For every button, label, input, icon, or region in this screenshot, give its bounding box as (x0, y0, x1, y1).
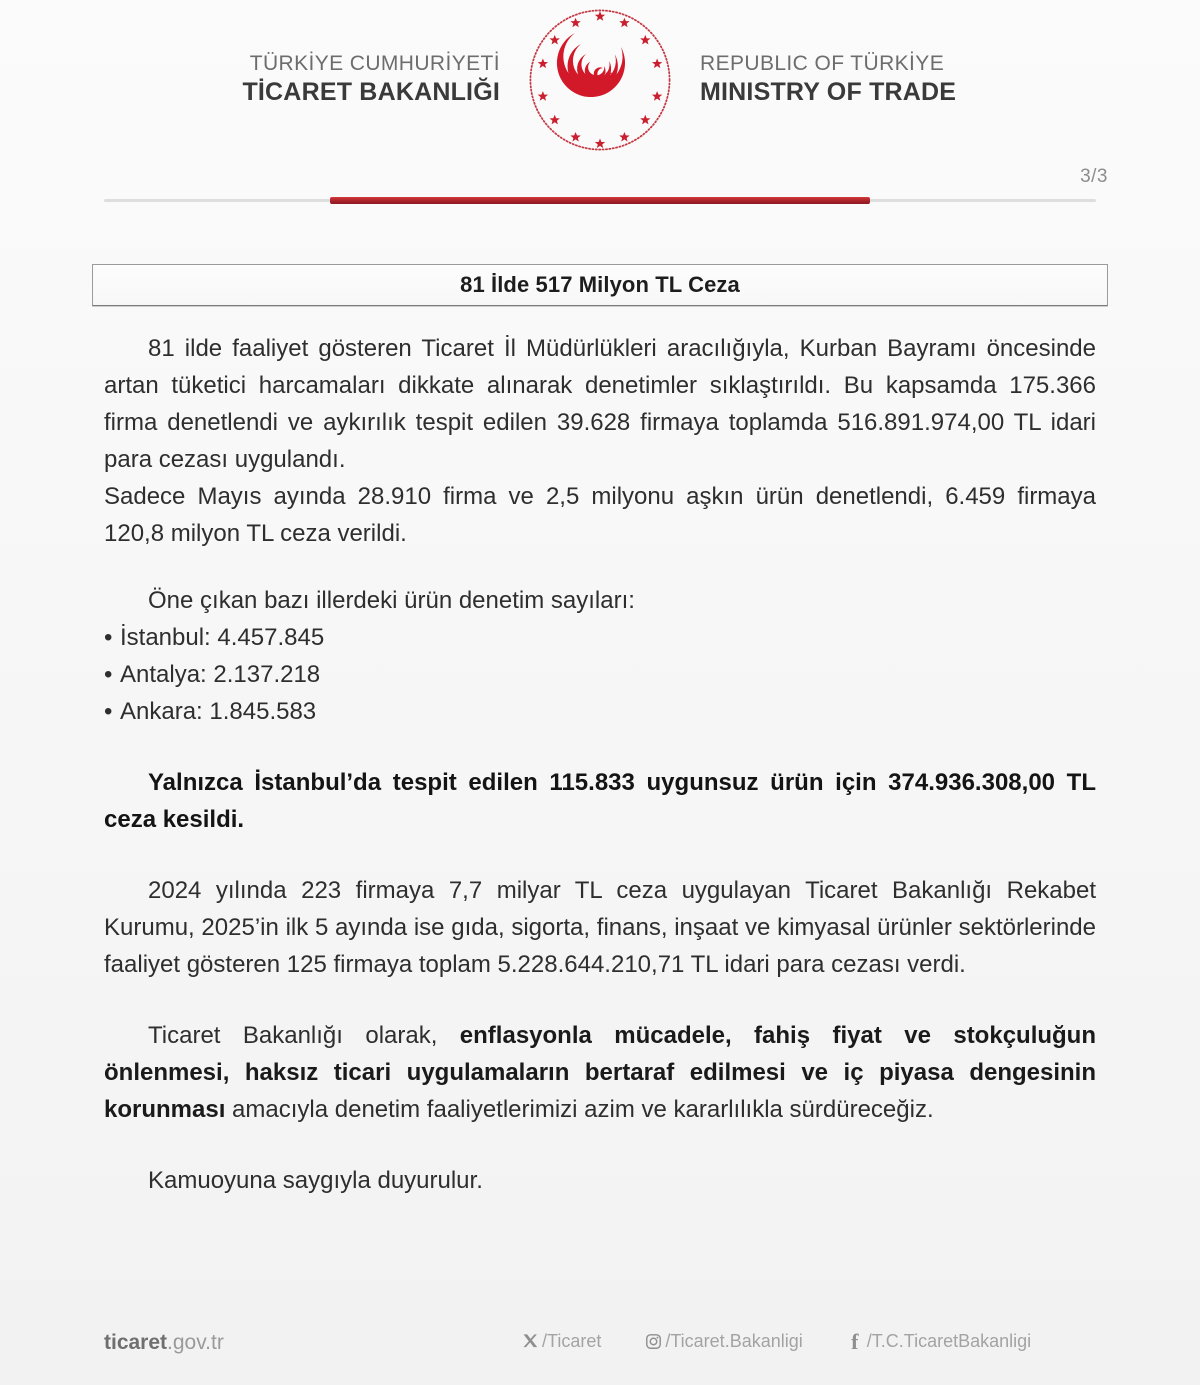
commitment-text-tail: amacıyla denetim faaliyetlerimizi azim ve kararlılıkla sürdüreceğiz. (225, 1096, 934, 1123)
paragraph-may-figures: Sadece Mayıs ayında 28.910 firma ve 2,5 milyonu aşkın ürün denetlendi, 6.459 firmaya 120,8 milyon TL ceza verildi. (104, 483, 1096, 547)
branding-turkish-line2: TİCARET BAKANLIĞI (242, 78, 500, 107)
bullet-icon: • (104, 624, 113, 651)
spacer (104, 1128, 1096, 1162)
social-link-x-label: /Ticaret (542, 1331, 602, 1351)
document-footer (0, 1325, 1200, 1365)
list-item (104, 693, 1096, 730)
social-link-facebook-label: /T.C.TicaretBakanligi (866, 1331, 1032, 1351)
paragraph-closing: Kamuoyuna saygıyla duyurulur. (148, 1167, 483, 1194)
branding-english-line2: MINISTRY OF TRADE (700, 78, 957, 107)
list-item (104, 656, 1096, 693)
list-intro: Öne çıkan bazı illerdeki ürün denetim sayıları: (148, 587, 635, 614)
list-item-label: Ankara: 1.845.583 (120, 698, 317, 725)
commitment-text-emphasis: enflasyonla mücadele, fahiş fiyat ve stokçuluğun önlenmesi, haksız ticari uygulamaların bertaraf edilmesi ve iç piyasa dengesinin korunması (104, 1022, 1097, 1123)
list-item-label: İstanbul: 4.457.845 (120, 624, 325, 651)
header-divider (104, 199, 1096, 202)
instagram-icon (643, 1332, 663, 1352)
spacer (104, 552, 1096, 582)
social-link-x[interactable] (520, 1331, 601, 1352)
x-twitter-icon (520, 1332, 540, 1352)
header-divider-accent (330, 197, 870, 204)
bullet-icon: • (104, 661, 113, 688)
spacer (104, 838, 1096, 872)
social-link-instagram-label: /Ticaret.Bakanligi (665, 1331, 803, 1351)
list-item (104, 619, 1096, 656)
spacer (104, 983, 1096, 1017)
turkish-state-emblem-icon (526, 6, 674, 154)
facebook-icon (845, 1328, 865, 1354)
social-link-facebook[interactable] (845, 1328, 1032, 1354)
branding-english-line1: REPUBLIC OF TÜRKİYE (700, 52, 945, 76)
social-links (520, 1328, 1032, 1354)
paragraph-istanbul-penalty: Yalnızca İstanbul’da tespit edilen 115.833 uygunsuz ürün için 374.936.308,00 TL ceza kesildi. (104, 769, 1096, 833)
announcement-body (104, 330, 1096, 1199)
page-title: 81 İlde 517 Milyon TL Ceza (460, 272, 740, 297)
page-number: 3/3 (1080, 166, 1108, 187)
website-link[interactable] (104, 1331, 224, 1355)
list-item-label: Antalya: 2.137.218 (120, 661, 321, 688)
facebook-f-glyph: f (851, 1328, 859, 1354)
spacer (104, 730, 1096, 764)
paragraph-ministry-commitment (104, 1017, 1096, 1128)
branding-turkish (200, 52, 526, 107)
branding-english (674, 52, 1000, 107)
announcement-title-box (92, 264, 1108, 306)
website-name: ticaret (104, 1331, 168, 1354)
document-header (0, 0, 1200, 160)
website-tld: .gov.tr (167, 1331, 224, 1354)
social-link-instagram[interactable] (643, 1331, 802, 1352)
province-inspection-list (104, 619, 1096, 730)
commitment-text-lead: Ticaret Bakanlığı olarak, (148, 1022, 460, 1049)
paragraph-competition-authority: 2024 yılında 223 firmaya 7,7 milyar TL ceza uygulayan Ticaret Bakanlığı Rekabet Kurumu, 2025’in ilk 5 ayında ise gıda, sigorta, finans, inşaat ve kimyasal ürünler sektörlerinde faaliyet gösteren 125 firmaya toplam 5.228.644.210,71 TL idari para cezası verdi. (104, 877, 1096, 978)
paragraph-inspections-summary: 81 ilde faaliyet gösteren Ticaret İl Müdürlükleri aracılığıyla, Kurban Bayramı öncesinde artan tüketici harcamaları dikkate alınarak denetimler sıklaştırıldı. Bu kapsamda 175.366 firma denetlendi ve aykırılık tespit edilen 39.628 firmaya toplamda 516.891.974,00 TL idari para cezası uygulandı. (104, 335, 1096, 473)
branding-turkish-line1: TÜRKİYE CUMHURİYETİ (249, 52, 500, 76)
bullet-icon: • (104, 698, 113, 725)
ministry-branding (200, 6, 1000, 154)
